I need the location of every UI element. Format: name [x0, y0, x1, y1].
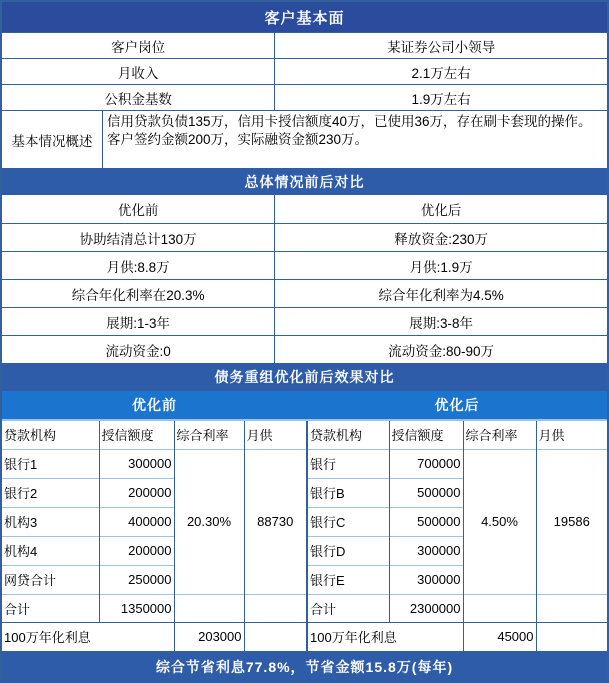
kv-row-position [2, 32, 607, 58]
compare-row-liquidity [2, 335, 607, 363]
before-monthly-payment: 88730 [244, 449, 307, 594]
compare-row-settlement [2, 223, 607, 251]
section3-title-band [2, 363, 607, 391]
compare-before-value: 协助结清总计130万 [79, 231, 197, 247]
after-total-label: 合计 [307, 594, 389, 622]
empty-cell [244, 594, 307, 622]
col-header-lender: 贷款机构 [4, 428, 57, 444]
compare-after-value: 月供:1.9万 [274, 252, 607, 279]
col-header-credit: 授信额度 [389, 421, 463, 449]
lender-name: 银行 [307, 449, 389, 478]
compare-header-before: 优化前 [117, 203, 159, 218]
col-header-monthly: 月供 [244, 421, 307, 449]
lender-name: 机构4 [2, 536, 99, 565]
compare-after-value: 综合年化利率为4.5% [274, 280, 607, 307]
compare-before-value: 展期:1-3年 [106, 315, 170, 331]
loan-row [2, 449, 607, 478]
footer-savings-text: 综合节省利息77.8%，节省金额15.8万(每年) [155, 658, 454, 675]
section2-title-band [2, 168, 607, 195]
credit-amount: 300000 [99, 449, 174, 478]
credit-amount: 500000 [389, 507, 463, 536]
after-monthly-payment: 19586 [536, 449, 607, 594]
before-interest-value: 203000 [174, 622, 244, 651]
empty-cell [463, 594, 536, 622]
loans-after-label: 优化后 [434, 397, 480, 413]
credit-amount: 700000 [389, 449, 463, 478]
credit-amount: 400000 [99, 507, 174, 536]
section1-title-band [2, 2, 607, 32]
lender-name: 网贷合计 [2, 565, 99, 594]
kv-row-income [2, 58, 607, 84]
compare-row-monthly [2, 251, 607, 279]
col-header-credit: 授信额度 [99, 421, 174, 449]
credit-amount: 500000 [389, 478, 463, 507]
kv-value: 2.1万左右 [274, 59, 607, 84]
kv-label: 公积金基数 [104, 91, 172, 107]
col-header-rate: 综合利率 [174, 421, 244, 449]
kv-value: 1.9万左右 [274, 85, 607, 110]
compare-after-value: 展期:3-8年 [274, 308, 607, 335]
after-interest-value: 45000 [463, 622, 536, 651]
before-combined-rate: 20.30% [174, 449, 244, 594]
compare-before-value: 综合年化利率在20.3% [71, 287, 205, 303]
empty-cell [536, 594, 607, 622]
totals-row [2, 594, 607, 622]
kv-label: 客户岗位 [111, 39, 166, 55]
loans-before-label: 优化前 [132, 397, 177, 413]
before-total-amount: 1350000 [99, 594, 174, 622]
before-total-label: 合计 [2, 594, 99, 622]
credit-amount: 200000 [99, 536, 174, 565]
footer-savings-band [2, 651, 607, 681]
compare-before-value: 流动资金:0 [105, 343, 171, 359]
credit-amount: 250000 [99, 565, 174, 594]
summary-row [2, 110, 607, 168]
empty-cell [244, 622, 307, 651]
col-header-lender: 贷款机构 [307, 421, 389, 449]
col-header-rate: 综合利率 [463, 421, 536, 449]
loans-table [2, 421, 607, 651]
empty-cell [536, 622, 607, 651]
lender-name: 机构3 [2, 507, 99, 536]
section2-title: 总体情况前后对比 [244, 173, 365, 190]
before-interest-label: 100万年化利息 [2, 622, 174, 651]
loans-before-after-band [2, 391, 607, 421]
kv-value: 某证券公司小领导 [274, 33, 607, 58]
after-total-amount: 2300000 [389, 594, 463, 622]
after-combined-rate: 4.50% [463, 449, 536, 594]
compare-after-value: 流动资金:80-90万 [274, 336, 607, 363]
kv-label: 月收入 [117, 65, 159, 81]
compare-row-rate [2, 279, 607, 307]
credit-amount: 300000 [389, 536, 463, 565]
empty-cell [174, 594, 244, 622]
after-interest-label: 100万年化利息 [307, 622, 463, 651]
compare-header-after: 优化后 [274, 195, 607, 223]
annual-interest-row [2, 622, 607, 651]
section1-title: 客户基本面 [264, 9, 345, 27]
col-header-monthly: 月供 [536, 421, 607, 449]
compare-row-term [2, 307, 607, 335]
loans-header-row [2, 421, 607, 449]
kv-row-fund-base [2, 84, 607, 110]
lender-name: 银行D [307, 536, 389, 565]
lender-name: 银行C [307, 507, 389, 536]
lender-name: 银行E [307, 565, 389, 594]
summary-text: 信用贷款负债135万，信用卡授信额度40万，已使用36万，存在刷卡套现的操作。客户签约金额200万，实际融资金额230万。 [102, 111, 607, 168]
compare-after-value: 释放资金:230万 [274, 224, 607, 251]
lender-name: 银行1 [2, 449, 99, 478]
lender-name: 银行B [307, 478, 389, 507]
summary-label: 基本情况概述 [11, 133, 93, 149]
lender-name: 银行2 [2, 478, 99, 507]
credit-amount: 200000 [99, 478, 174, 507]
section3-title: 债务重组优化前后效果对比 [214, 369, 395, 385]
compare-before-value: 月供:8.8万 [106, 259, 170, 275]
credit-amount: 300000 [389, 565, 463, 594]
compare-header-row [2, 195, 607, 223]
